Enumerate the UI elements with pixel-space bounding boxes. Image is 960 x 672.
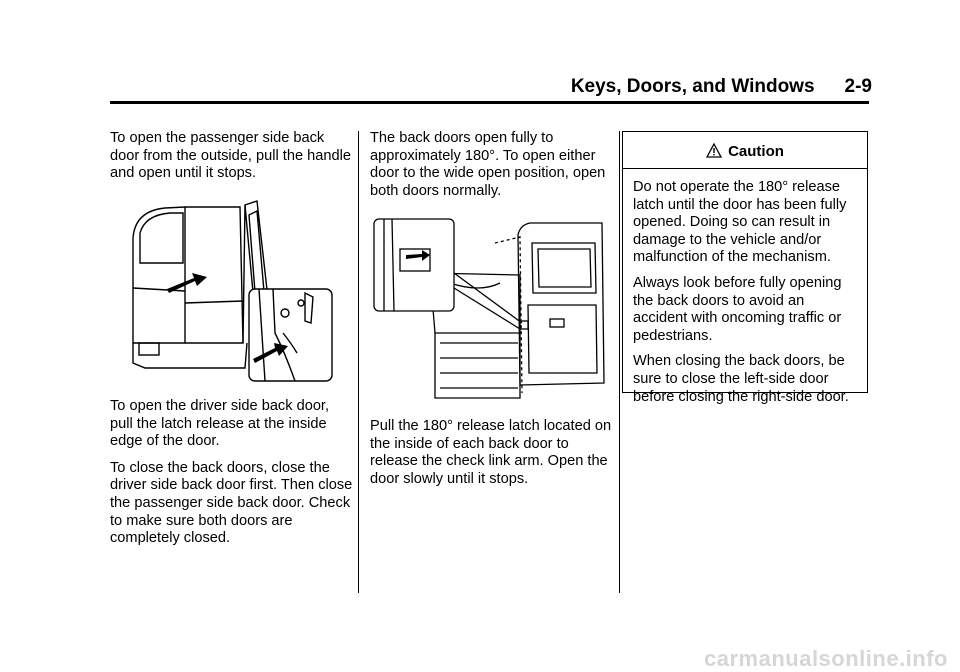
caution-title: Caution <box>728 142 784 160</box>
paragraph-closing-doors: To close the back doors, close the driver side back door first. Then close the passenger side back door. Check to make sure both doors are completely closed. <box>110 459 353 547</box>
column-divider-1 <box>358 131 359 593</box>
paragraph-passenger-door: To open the passenger side back door from the outside, pull the handle and open until it stops. <box>110 130 351 182</box>
header-rule <box>110 101 869 104</box>
column-divider-2 <box>619 131 620 593</box>
column-2-bottom <box>370 418 614 488</box>
column-1-bottom <box>110 398 354 548</box>
warning-icon <box>706 143 722 159</box>
section-title: Keys, Doors, and Windows <box>570 76 815 97</box>
release-latch-illustration <box>370 213 608 403</box>
caution-paragraph-1: Do not operate the 180° release latch until the door has been fully opened. Doing so can result in damage to the vehicle and/or malfunction of the mechanism. <box>633 179 847 266</box>
caution-body <box>623 169 867 406</box>
paragraph-driver-door: To open the driver side back door, pull the latch release at the inside edge of the door. <box>110 398 330 450</box>
page-header <box>0 76 872 98</box>
page-number: 2-9 <box>844 76 872 97</box>
caution-header <box>623 132 867 169</box>
column-1-top <box>110 130 354 183</box>
caution-box <box>622 131 868 405</box>
caution-paragraph-3: When closing the back doors, be sure to close the left-side door before closing the right-side door. <box>633 353 849 405</box>
column-2-top <box>370 130 614 200</box>
rear-door-open-illustration <box>125 193 345 385</box>
paragraph-release-latch: Pull the 180° release latch located on the inside of each back door to release the check link arm. Open the door slowly until it stops. <box>370 418 612 487</box>
caution-paragraph-2: Always look before fully opening the back doors to avoid an accident with oncoming traffic or pedestrians. <box>633 274 842 344</box>
paragraph-180-opening: The back doors open fully to approximately 180°. To open either door to the wide open position, open both doors normally. <box>370 130 606 199</box>
watermark: carmanualsonline.info <box>704 646 948 671</box>
